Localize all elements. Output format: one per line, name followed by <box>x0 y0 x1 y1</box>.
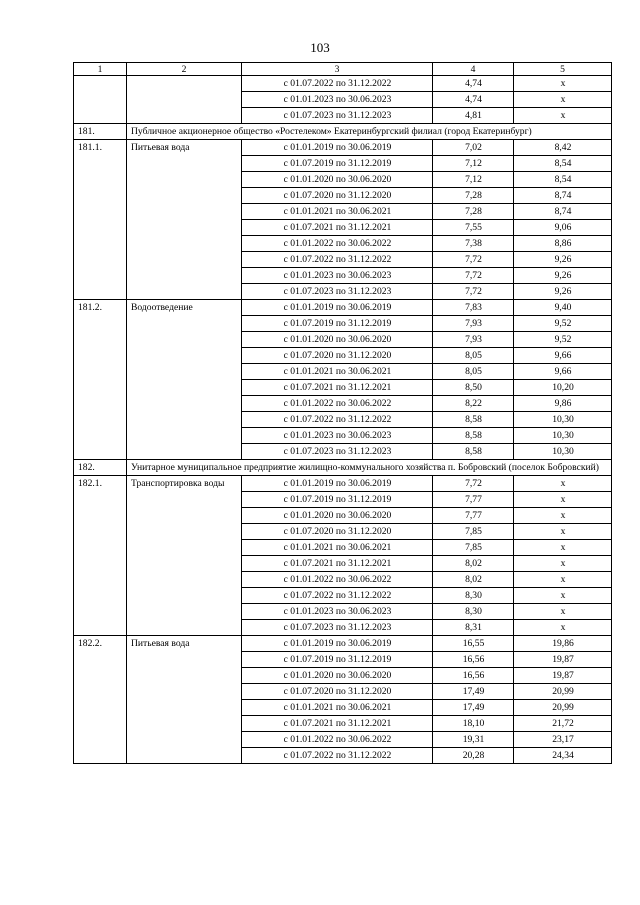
period-cell: с 01.07.2020 по 31.12.2020 <box>242 348 433 364</box>
period-cell: с 01.07.2019 по 31.12.2019 <box>242 156 433 172</box>
period-cell: с 01.01.2022 по 30.06.2022 <box>242 732 433 748</box>
period-cell: с 01.01.2023 по 30.06.2023 <box>242 92 433 108</box>
period-cell: с 01.07.2020 по 31.12.2020 <box>242 524 433 540</box>
tariff-value-cell: 4,74 <box>433 76 514 92</box>
tariff-vat-value-cell: 9,86 <box>514 396 612 412</box>
tariff-value-cell: 7,85 <box>433 540 514 556</box>
period-cell: с 01.01.2022 по 30.06.2022 <box>242 396 433 412</box>
period-cell: с 01.01.2020 по 30.06.2020 <box>242 172 433 188</box>
period-cell: с 01.01.2020 по 30.06.2020 <box>242 668 433 684</box>
tariff-value-cell: 8,02 <box>433 572 514 588</box>
period-cell: с 01.01.2019 по 30.06.2019 <box>242 140 433 156</box>
tariff-value-cell: 16,56 <box>433 668 514 684</box>
organization-number: 181. <box>74 124 127 140</box>
tariff-vat-value-cell: х <box>514 508 612 524</box>
organization-name: Публичное акционерное общество «Ростелеком» Екатеринбургский филиал (город Екатеринбург) <box>127 124 612 140</box>
header-col-2: 2 <box>127 63 242 76</box>
tariff-value-cell: 20,28 <box>433 748 514 764</box>
tariff-vat-value-cell: х <box>514 524 612 540</box>
organization-name: Унитарное муниципальное предприятие жилищно-коммунального хозяйства п. Бобровский (поселок Бобровский) <box>127 460 612 476</box>
tariff-value-cell: 7,02 <box>433 140 514 156</box>
tariff-value-cell: 7,72 <box>433 268 514 284</box>
tariff-vat-value-cell: х <box>514 76 612 92</box>
tariff-value-cell: 8,50 <box>433 380 514 396</box>
tariff-vat-value-cell: 9,40 <box>514 300 612 316</box>
tariff-vat-value-cell: 10,30 <box>514 412 612 428</box>
tariff-vat-value-cell: 9,52 <box>514 316 612 332</box>
period-cell: с 01.07.2023 по 31.12.2023 <box>242 108 433 124</box>
tariff-vat-value-cell: 9,66 <box>514 364 612 380</box>
table-row <box>74 476 612 492</box>
period-cell: с 01.07.2023 по 31.12.2023 <box>242 620 433 636</box>
period-cell: с 01.07.2020 по 31.12.2020 <box>242 188 433 204</box>
tariff-value-cell: 4,74 <box>433 92 514 108</box>
tariff-value-cell: 8,58 <box>433 428 514 444</box>
tariff-vat-value-cell: 19,87 <box>514 668 612 684</box>
tariff-value-cell: 16,55 <box>433 636 514 652</box>
period-cell: с 01.01.2021 по 30.06.2021 <box>242 364 433 380</box>
tariff-vat-value-cell: х <box>514 492 612 508</box>
empty-cell <box>127 76 242 124</box>
tariff-vat-value-cell: 9,66 <box>514 348 612 364</box>
service-name: Транспортировка воды <box>127 476 242 636</box>
organization-number: 182. <box>74 460 127 476</box>
period-cell: с 01.01.2023 по 30.06.2023 <box>242 604 433 620</box>
tariff-value-cell: 19,31 <box>433 732 514 748</box>
tariff-value-cell: 16,56 <box>433 652 514 668</box>
tariff-vat-value-cell: х <box>514 476 612 492</box>
period-cell: с 01.07.2022 по 31.12.2022 <box>242 252 433 268</box>
tariff-vat-value-cell: 9,26 <box>514 268 612 284</box>
tariff-value-cell: 7,12 <box>433 172 514 188</box>
tariff-vat-value-cell: х <box>514 92 612 108</box>
period-cell: с 01.01.2021 по 30.06.2021 <box>242 700 433 716</box>
period-cell: с 01.07.2022 по 31.12.2022 <box>242 412 433 428</box>
tariff-value-cell: 7,38 <box>433 236 514 252</box>
tariff-vat-value-cell: 8,74 <box>514 204 612 220</box>
service-name: Водоотведение <box>127 300 242 460</box>
period-cell: с 01.07.2021 по 31.12.2021 <box>242 556 433 572</box>
tariff-value-cell: 8,02 <box>433 556 514 572</box>
tariff-vat-value-cell: х <box>514 108 612 124</box>
header-col-1: 1 <box>74 63 127 76</box>
tariff-value-cell: 8,58 <box>433 444 514 460</box>
header-col-5: 5 <box>514 63 612 76</box>
period-cell: с 01.07.2021 по 31.12.2021 <box>242 716 433 732</box>
tariff-value-cell: 18,10 <box>433 716 514 732</box>
period-cell: с 01.01.2022 по 30.06.2022 <box>242 236 433 252</box>
tariff-vat-value-cell: 9,52 <box>514 332 612 348</box>
tariff-value-cell: 17,49 <box>433 684 514 700</box>
period-cell: с 01.01.2023 по 30.06.2023 <box>242 268 433 284</box>
tariff-vat-value-cell: 9,26 <box>514 252 612 268</box>
tariff-value-cell: 7,93 <box>433 332 514 348</box>
tariff-value-cell: 8,31 <box>433 620 514 636</box>
tariff-vat-value-cell: 19,87 <box>514 652 612 668</box>
tariff-value-cell: 7,28 <box>433 188 514 204</box>
table-row <box>74 76 612 92</box>
period-cell: с 01.07.2022 по 31.12.2022 <box>242 588 433 604</box>
tariff-vat-value-cell: 23,17 <box>514 732 612 748</box>
tariff-vat-value-cell: 8,54 <box>514 156 612 172</box>
period-cell: с 01.07.2019 по 31.12.2019 <box>242 652 433 668</box>
service-name: Питьевая вода <box>127 636 242 764</box>
tariff-value-cell: 7,83 <box>433 300 514 316</box>
tariff-vat-value-cell: х <box>514 588 612 604</box>
header-col-4: 4 <box>433 63 514 76</box>
organization-row <box>74 460 612 476</box>
period-cell: с 01.07.2020 по 31.12.2020 <box>242 684 433 700</box>
page-number: 103 <box>310 40 330 55</box>
period-cell: с 01.07.2019 по 31.12.2019 <box>242 316 433 332</box>
period-cell: с 01.01.2020 по 30.06.2020 <box>242 508 433 524</box>
table-row <box>74 300 612 316</box>
service-number: 181.1. <box>74 140 127 300</box>
tariff-vat-value-cell: 8,86 <box>514 236 612 252</box>
period-cell: с 01.07.2022 по 31.12.2022 <box>242 76 433 92</box>
period-cell: с 01.01.2023 по 30.06.2023 <box>242 428 433 444</box>
tariff-vat-value-cell: 10,20 <box>514 380 612 396</box>
tariff-vat-value-cell: 10,30 <box>514 428 612 444</box>
period-cell: с 01.07.2022 по 31.12.2022 <box>242 748 433 764</box>
tariff-value-cell: 7,12 <box>433 156 514 172</box>
tariff-value-cell: 8,05 <box>433 348 514 364</box>
tariff-vat-value-cell: х <box>514 540 612 556</box>
table-row <box>74 636 612 652</box>
service-name: Питьевая вода <box>127 140 242 300</box>
period-cell: с 01.01.2021 по 30.06.2021 <box>242 204 433 220</box>
tariff-vat-value-cell: 8,42 <box>514 140 612 156</box>
tariff-vat-value-cell: 10,30 <box>514 444 612 460</box>
period-cell: с 01.07.2023 по 31.12.2023 <box>242 284 433 300</box>
period-cell: с 01.01.2019 по 30.06.2019 <box>242 636 433 652</box>
tariff-value-cell: 7,55 <box>433 220 514 236</box>
tariff-value-cell: 8,30 <box>433 604 514 620</box>
tariff-vat-value-cell: 9,26 <box>514 284 612 300</box>
service-number: 182.1. <box>74 476 127 636</box>
tariff-table-body <box>74 63 612 764</box>
tariff-value-cell: 7,93 <box>433 316 514 332</box>
tariff-value-cell: 8,58 <box>433 412 514 428</box>
period-cell: с 01.07.2019 по 31.12.2019 <box>242 492 433 508</box>
tariff-value-cell: 7,72 <box>433 476 514 492</box>
tariff-vat-value-cell: 8,74 <box>514 188 612 204</box>
tariff-vat-value-cell: 20,99 <box>514 684 612 700</box>
tariff-value-cell: 17,49 <box>433 700 514 716</box>
tariff-vat-value-cell: 9,06 <box>514 220 612 236</box>
table-header-row <box>74 63 612 76</box>
tariff-vat-value-cell: х <box>514 604 612 620</box>
table-row <box>74 140 612 156</box>
tariff-value-cell: 7,77 <box>433 508 514 524</box>
tariff-value-cell: 4,81 <box>433 108 514 124</box>
tariff-vat-value-cell: х <box>514 572 612 588</box>
period-cell: с 01.07.2021 по 31.12.2021 <box>242 380 433 396</box>
tariff-vat-value-cell: 20,99 <box>514 700 612 716</box>
period-cell: с 01.07.2021 по 31.12.2021 <box>242 220 433 236</box>
tariff-vat-value-cell: х <box>514 620 612 636</box>
tariff-value-cell: 7,72 <box>433 284 514 300</box>
tariff-value-cell: 7,85 <box>433 524 514 540</box>
header-col-3: 3 <box>242 63 433 76</box>
period-cell: с 01.01.2019 по 30.06.2019 <box>242 300 433 316</box>
tariff-vat-value-cell: 21,72 <box>514 716 612 732</box>
tariff-value-cell: 7,77 <box>433 492 514 508</box>
tariff-value-cell: 7,72 <box>433 252 514 268</box>
service-number: 182.2. <box>74 636 127 764</box>
organization-row <box>74 124 612 140</box>
period-cell: с 01.01.2022 по 30.06.2022 <box>242 572 433 588</box>
tariff-value-cell: 8,22 <box>433 396 514 412</box>
tariff-value-cell: 8,30 <box>433 588 514 604</box>
tariff-vat-value-cell: 24,34 <box>514 748 612 764</box>
period-cell: с 01.01.2019 по 30.06.2019 <box>242 476 433 492</box>
tariff-value-cell: 8,05 <box>433 364 514 380</box>
tariff-vat-value-cell: х <box>514 556 612 572</box>
service-number: 181.2. <box>74 300 127 460</box>
tariff-value-cell: 7,28 <box>433 204 514 220</box>
period-cell: с 01.07.2023 по 31.12.2023 <box>242 444 433 460</box>
empty-cell <box>74 76 127 124</box>
tariff-table <box>73 62 612 764</box>
period-cell: с 01.01.2021 по 30.06.2021 <box>242 540 433 556</box>
tariff-vat-value-cell: 8,54 <box>514 172 612 188</box>
period-cell: с 01.01.2020 по 30.06.2020 <box>242 332 433 348</box>
tariff-vat-value-cell: 19,86 <box>514 636 612 652</box>
